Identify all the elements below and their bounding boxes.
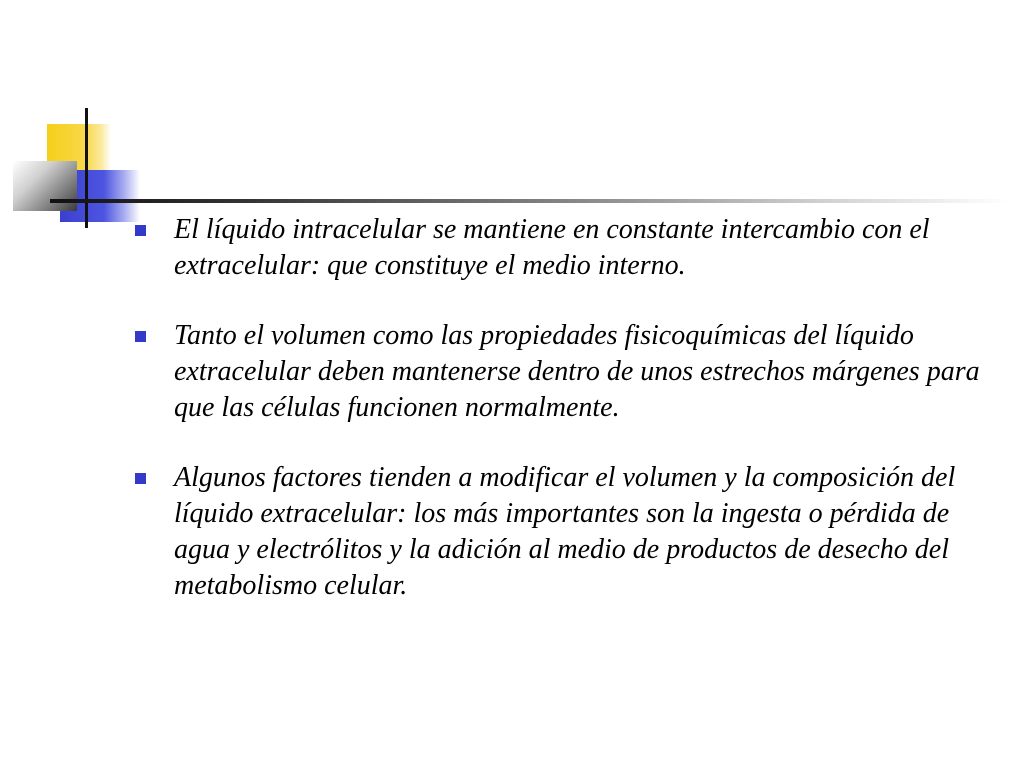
decorative-horizontal-rule xyxy=(50,199,1010,203)
bullet-item xyxy=(132,212,1002,284)
bullet-text: Tanto el volumen como las propiedades fisicoquímicas del líquido extracelular deben mantenerse dentro de unos estrechos márgenes para que las células funcionen normalmente. xyxy=(174,320,980,423)
square-bullet-icon xyxy=(135,331,146,342)
bullet-item xyxy=(132,318,1002,426)
bullet-text: El líquido intracelular se mantiene en constante intercambio con el extracelular: que constituye el medio interno. xyxy=(174,214,930,281)
decorative-vertical-line xyxy=(85,108,88,228)
square-bullet-icon xyxy=(135,473,146,484)
decorative-gray-square xyxy=(13,161,77,211)
square-bullet-icon xyxy=(135,225,146,236)
bullet-list xyxy=(132,212,1002,604)
bullet-text: Algunos factores tienden a modificar el volumen y la composición del líquido extracelular: los más importantes son la ingesta o pérdida de agua y electrólitos y la adición al medio de productos de desecho del metabolismo celular. xyxy=(174,462,956,601)
bullet-item xyxy=(132,460,1002,604)
